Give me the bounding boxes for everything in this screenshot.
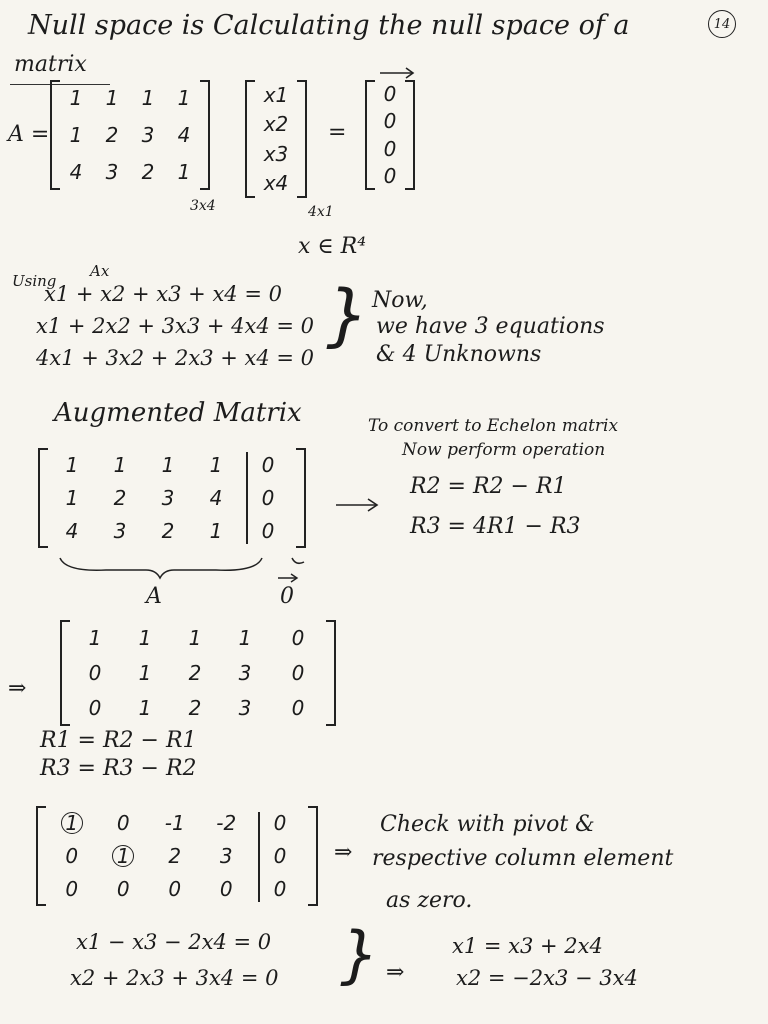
matrix-a-cell: 1: [105, 86, 119, 111]
final-equation-1: x1 − x3 − 2x4 = 0: [76, 930, 272, 954]
aug1-cell: 0: [261, 452, 275, 477]
pivot-note-1: Check with pivot &: [380, 812, 595, 837]
aug2-cell: 1: [188, 625, 202, 650]
aug2-cell: 2: [188, 696, 202, 721]
aug2-cell: 3: [238, 660, 252, 685]
right-arrow-icon: [334, 496, 382, 514]
aug2-cell: 2: [188, 660, 202, 685]
right-brace-icon: }: [326, 276, 370, 355]
using-label: Using: [12, 272, 57, 290]
aug1-cell: 1: [65, 485, 79, 510]
aug2-cell: 1: [138, 625, 152, 650]
matrix-a-cell: 4: [177, 122, 191, 147]
aug3-cell: -2: [216, 810, 237, 835]
zero-vector-entry: 0: [383, 136, 397, 161]
aug3-cell: 0: [65, 843, 79, 868]
implies-arrow-icon: ⇒: [386, 960, 405, 985]
aug2-cell: 1: [88, 625, 102, 650]
pivot-cell: 1: [112, 845, 134, 867]
aug1-cell: 1: [113, 452, 127, 477]
aug3-cell: -1: [164, 810, 185, 835]
equation-1: x1 + x2 + x3 + x4 = 0: [44, 282, 282, 306]
aug1-cell: 3: [161, 485, 175, 510]
augment-divider: [246, 452, 248, 544]
aug3-cell: 0: [273, 877, 287, 902]
vector-x: [245, 80, 307, 198]
aug1-cell: 4: [209, 485, 223, 510]
aug3-cell: 2: [168, 843, 182, 868]
aug3-cell: 0: [168, 877, 182, 902]
matrix-a-cell: 1: [69, 122, 83, 147]
aug2-cell: 0: [291, 660, 305, 685]
pivot-note-2: respective column element: [372, 846, 674, 871]
aug3-cell: 0: [219, 877, 233, 902]
vector-x-entry: x4: [263, 171, 289, 196]
page-number: 14: [708, 10, 736, 38]
aug1-cell: 0: [261, 485, 275, 510]
equation-2: x1 + 2x2 + 3x3 + 4x4 = 0: [36, 314, 315, 338]
augmented-heading: Augmented Matrix: [54, 398, 302, 428]
brace-label-zero: 0: [280, 584, 294, 609]
augmented-matrix-3: [36, 806, 318, 906]
solution-x1: x1 = x3 + 2x4: [452, 934, 603, 958]
operation-r3-second: R3 = R3 − R2: [40, 756, 197, 781]
augmented-matrix-2: [60, 620, 336, 726]
operation-r2: R2 = R2 − R1: [410, 474, 567, 499]
augmented-matrix-1: [38, 448, 306, 548]
matrix-a-cell: 1: [141, 86, 155, 111]
augment-divider: [258, 812, 260, 902]
aug1-cell: 0: [261, 519, 275, 544]
zero-vector: [365, 80, 415, 190]
aug1-cell: 4: [65, 519, 79, 544]
membership-statement: x ∈ R⁴: [298, 234, 367, 259]
aug3-cell: 0: [65, 877, 79, 902]
aug2-cell: 3: [238, 696, 252, 721]
aug1-cell: 2: [161, 519, 175, 544]
matrix-a-dims: 3x4: [190, 198, 216, 214]
matrix-a-cell: 4: [69, 159, 83, 184]
equation-3: 4x1 + 3x2 + 2x3 + x4 = 0: [36, 346, 315, 370]
aug3-cell: 0: [116, 810, 130, 835]
matrix-a-label: A =: [8, 122, 50, 147]
vector-x-entry: x3: [263, 141, 289, 166]
convert-note-2: Now perform operation: [402, 440, 606, 460]
aug2-cell: 1: [238, 625, 252, 650]
aug2-cell: 1: [138, 660, 152, 685]
aug1-cell: 2: [113, 485, 127, 510]
aug2-cell: 0: [291, 696, 305, 721]
observation-line-2: we have 3 equations: [376, 314, 605, 339]
aug2-cell: 1: [138, 696, 152, 721]
implies-arrow-icon: ⇒: [8, 676, 27, 701]
vector-x-dims: 4x1: [308, 204, 334, 220]
pivot-note-3: as zero.: [386, 888, 473, 913]
zero-vector-entry: 0: [383, 109, 397, 134]
matrix-a-cell: 3: [105, 159, 119, 184]
aug1-cell: 1: [209, 519, 223, 544]
implies-arrow-icon: ⇒: [334, 840, 353, 865]
observation-line-1: Now,: [372, 288, 428, 313]
aug2-cell: 0: [291, 625, 305, 650]
aug1-cell: 3: [113, 519, 127, 544]
zero-vector-entry: 0: [383, 164, 397, 189]
matrix-a: [50, 80, 210, 190]
operation-r3: R3 = 4R1 − R3: [410, 514, 581, 539]
matrix-a-cell: 2: [141, 159, 155, 184]
aug3-cell: 0: [273, 843, 287, 868]
aug2-cell: 0: [88, 696, 102, 721]
aug3-cell: 0: [273, 810, 287, 835]
zero-vector-arrow-icon: [276, 572, 302, 584]
matrix-a-cell: 1: [177, 86, 191, 111]
zero-vector-entry: 0: [383, 81, 397, 106]
equals-sign: =: [328, 120, 347, 145]
aug1-cell: 1: [209, 452, 223, 477]
aug3-cell: 0: [116, 877, 130, 902]
brace-label-a: A: [146, 584, 162, 609]
aug3-cell: 3: [219, 843, 233, 868]
aug1-cell: 1: [161, 452, 175, 477]
vector-arrow-icon: [378, 66, 418, 80]
solution-x2: x2 = −2x3 − 3x4: [456, 966, 638, 990]
observation-line-3: & 4 Unknowns: [376, 342, 542, 367]
matrix-a-cell: 1: [69, 86, 83, 111]
aug1-cell: 1: [65, 452, 79, 477]
convert-note-1: To convert to Echelon matrix: [368, 416, 619, 436]
page-heading: Null space is Calculating the null space of a: [28, 10, 630, 41]
matrix-a-cell: 2: [105, 122, 119, 147]
right-brace-icon: }: [340, 918, 380, 991]
matrix-a-cell: 3: [141, 122, 155, 147]
page-subheading: matrix: [14, 52, 87, 77]
vector-x-entry: x2: [263, 112, 289, 137]
pivot-cell: 1: [61, 812, 83, 834]
operation-r1: R1 = R2 − R1: [40, 728, 197, 753]
aug2-cell: 0: [88, 660, 102, 685]
matrix-a-cell: 1: [177, 159, 191, 184]
vector-x-entry: x1: [263, 82, 289, 107]
final-equation-2: x2 + 2x3 + 3x4 = 0: [70, 966, 279, 990]
ax-label: Ax: [90, 262, 110, 280]
